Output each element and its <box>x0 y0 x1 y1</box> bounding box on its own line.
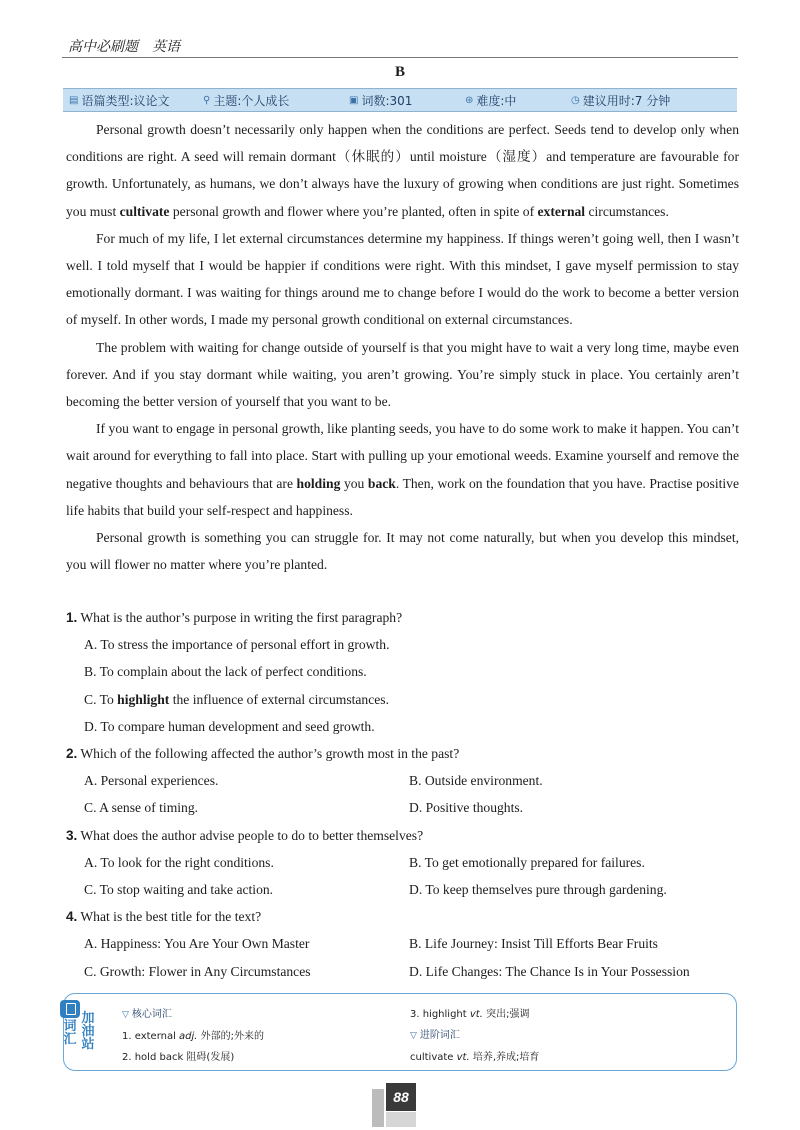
q4-option-a[interactable]: A. Happiness: You Are Your Own Master <box>84 936 310 952</box>
paragraph-4: If you want to engage in personal growth, like planting seeds, you have to do some work to make it happen. You can’t wait around for everything to fall into place. Start with pulling up your emotional weeds. Examine yourself and remove the negative thoughts and behaviours that are holding you back. Then, work on the foundation that you have. Practise positive life habits that build your self-respect and happiness. <box>66 421 739 518</box>
triangle-icon: ▽ <box>410 1031 417 1041</box>
clock-icon: ◷ <box>571 94 580 106</box>
question-list <box>66 604 739 985</box>
paragraph-3: The problem with waiting for change outside of yourself is that you might have to wait a very long time, maybe even forever. And if you stay dormant while waiting, you aren’t growing. You’re simply stuck in place. You certainly aren’t becoming the better version of yourself that you want to be. <box>66 339 739 410</box>
q1-option-c[interactable]: C. To highlight the influence of external circumstances. <box>84 691 389 707</box>
meta-genre: ▤ 语篇类型:议论文 <box>69 93 170 108</box>
q3-option-c[interactable]: C. To stop waiting and take action. <box>84 882 274 898</box>
advanced-vocab-heading: ▽ 进阶词汇 <box>410 1030 460 1041</box>
q1-option-d[interactable]: D. To compare human development and seed growth. <box>84 718 375 734</box>
q4-option-d[interactable]: D. Life Changes: The Chance Is in Your Possession <box>409 963 690 979</box>
difficulty-icon: ⊛ <box>465 94 474 106</box>
meta-difficulty: ⊛ 难度:中 <box>465 93 517 108</box>
keyword-external: external <box>537 203 586 219</box>
question-1: 1. What is the author’s purpose in writing the first paragraph? <box>66 610 403 625</box>
q3-option-b[interactable]: B. To get emotionally prepared for failures. <box>409 854 645 870</box>
core-vocab-heading: ▽ 核心词汇 <box>122 1009 172 1020</box>
q2-option-a[interactable]: A. Personal experiences. <box>84 773 219 789</box>
paragraph-1: Personal growth doesn’t necessarily only happen when the conditions are perfect. Seeds tend to develop only when conditions are right. A seed will remain dormant（休眠的）until moisture（湿度）and temperature are favourable for growth. Unfortunately, as humans, we don’t always have the luxury of growing when conditions are just right. Sometimes you must cultivate personal growth and flower where you’re planted, often in spite of external circumstances. <box>66 122 739 219</box>
question-2: 2. Which of the following affected the author’s growth most in the past? <box>66 746 460 762</box>
q3-option-a[interactable]: A. To look for the right conditions. <box>84 854 274 870</box>
q3-option-d[interactable]: D. To keep themselves pure through gardening. <box>409 882 667 898</box>
vocabulary-box-label: 词 汇 加 油 站 <box>58 1000 110 1064</box>
vocab-item-cultivate: cultivate vt. 培养,养成;培育 <box>410 1052 540 1063</box>
book-title: 高中必刷题 英语 <box>68 39 180 55</box>
meta-time: ◷ 建议用时:7 分钟 <box>571 93 671 108</box>
book-icon: ▤ <box>69 94 79 106</box>
question-4: 4. What is the best title for the text? <box>66 909 262 925</box>
passage-meta-bar <box>63 88 737 112</box>
advanced-vocabulary <box>410 1004 539 1068</box>
keyword-holding: holding <box>296 475 341 491</box>
page-number-decoration <box>372 1089 384 1127</box>
keyword-back: back <box>367 475 396 491</box>
vocab-item-external: 1. external adj. 外部的;外来的 <box>122 1031 265 1042</box>
search-icon: ⚲ <box>203 94 211 106</box>
question-3: 3. What does the author advise people to do to better themselves? <box>66 827 424 843</box>
q2-option-b[interactable]: B. Outside environment. <box>409 773 543 789</box>
document-icon: ▣ <box>349 94 359 106</box>
vocab-item-hold-back: 2. hold back 阻碍(发展) <box>122 1052 235 1063</box>
q2-option-c[interactable]: C. A sense of timing. <box>84 800 199 816</box>
q4-option-b[interactable]: B. Life Journey: Insist Till Efforts Bear Fruits <box>409 936 658 952</box>
triangle-icon: ▽ <box>122 1010 129 1020</box>
page-number-decoration-lower <box>386 1112 416 1127</box>
meta-word-count: ▣ 词数:301 <box>349 93 413 108</box>
paragraph-5: Personal growth is something you can struggle for. It may not come naturally, but when you develop this mindset, you will flower no matter where you’re planted. <box>66 530 739 573</box>
paragraph-2: For much of my life, I let external circumstances determine my happiness. If things weren’t going well, then I wasn’t well. I told myself that I would be happier if conditions were right. With this mindset, I gave myself permission to stay emotionally dormant. I was waiting for things around me to change before I would do the work to become a better version of myself. In other words, I made my personal growth conditional on external circumstances. <box>66 230 739 328</box>
q1-option-a[interactable]: A. To stress the importance of personal effort in growth. <box>84 637 390 653</box>
notebook-icon <box>60 1000 80 1018</box>
page-number: 88 <box>386 1083 416 1111</box>
q1-option-b[interactable]: B. To complain about the lack of perfect conditions. <box>84 664 367 680</box>
meta-theme: ⚲ 主题:个人成长 <box>203 93 290 108</box>
section-label: B <box>394 64 405 80</box>
q4-option-c[interactable]: C. Growth: Flower in Any Circumstances <box>84 963 311 979</box>
vocabulary-box <box>63 993 737 1071</box>
reading-passage <box>66 116 739 578</box>
q2-option-d[interactable]: D. Positive thoughts. <box>409 800 524 816</box>
core-vocabulary <box>122 1004 264 1068</box>
vocab-item-highlight: 3. highlight vt. 突出;强调 <box>410 1009 530 1020</box>
keyword-cultivate: cultivate <box>119 203 170 219</box>
header-divider <box>62 57 738 58</box>
